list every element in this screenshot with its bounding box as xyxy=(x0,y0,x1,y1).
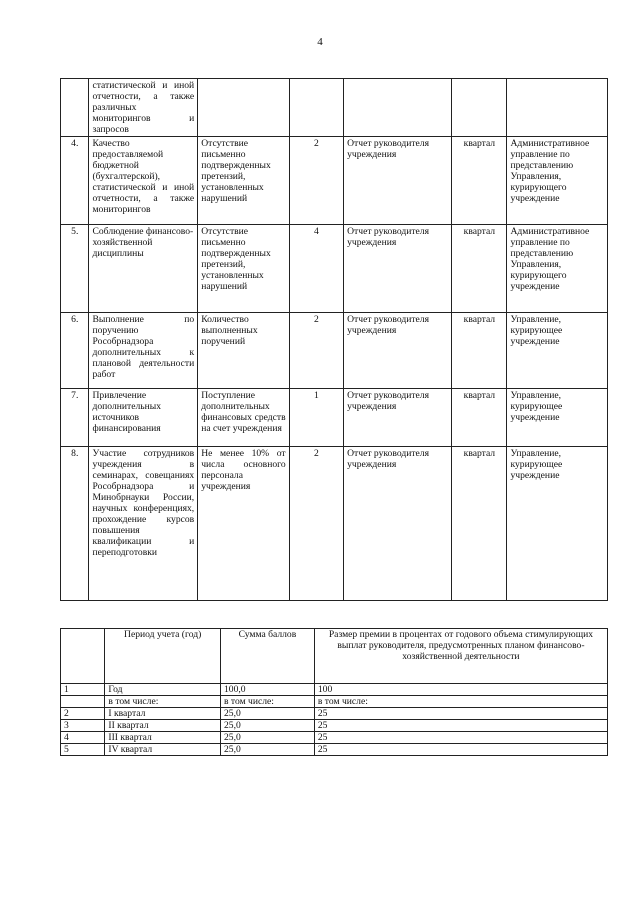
summary-header-num xyxy=(61,629,105,684)
summary-header-row xyxy=(61,629,608,684)
criteria-responsible-cell: Управление, курирующее учреждение xyxy=(507,447,608,601)
criteria-responsible-cell: Административное управление по представлению Управления, курирующего учреждение xyxy=(507,137,608,225)
criteria-criterion-cell: статистической и иной отчетности, а также различных мониторингов и запросов xyxy=(89,79,198,137)
criteria-source-cell: Отчет руководителя учреждения xyxy=(344,447,452,601)
summary-bonus-cell: 25 xyxy=(314,744,607,756)
criteria-period-cell xyxy=(452,79,507,137)
table-row xyxy=(61,313,608,389)
summary-period-cell: III квартал xyxy=(105,732,221,744)
criteria-criterion-cell: Участие сотрудников учреждения в семинарах, совещаниях Рособрнадзора и Минобрнауки России, научных конференциях, прохождение курсов повышения квалификации и переподготовки xyxy=(89,447,198,601)
summary-period-cell: IV квартал xyxy=(105,744,221,756)
criteria-indicator-cell xyxy=(198,79,289,137)
table-row xyxy=(61,137,608,225)
summary-header-points: Сумма баллов xyxy=(220,629,314,684)
table-row xyxy=(61,79,608,137)
summary-period-cell: I квартал xyxy=(105,708,221,720)
criteria-source-cell xyxy=(344,79,452,137)
criteria-responsible-cell: Управление, курирующее учреждение xyxy=(507,313,608,389)
summary-num-cell: 4 xyxy=(61,732,105,744)
summary-points-cell: 25,0 xyxy=(220,732,314,744)
criteria-indicator-cell: Поступление дополнительных финансовых средств на счет учреждения xyxy=(198,389,289,447)
criteria-points-cell: 2 xyxy=(289,313,344,389)
criteria-responsible-cell: Административное управление по представлению Управления, курирующего учреждение xyxy=(507,225,608,313)
criteria-points-cell: 4 xyxy=(289,225,344,313)
criteria-period-cell: квартал xyxy=(452,137,507,225)
criteria-points-cell: 2 xyxy=(289,137,344,225)
criteria-source-cell: Отчет руководителя учреждения xyxy=(344,137,452,225)
criteria-num-cell: 4. xyxy=(61,137,89,225)
summary-points-cell: 100,0 xyxy=(220,684,314,696)
criteria-source-cell: Отчет руководителя учреждения xyxy=(344,313,452,389)
summary-num-cell: 3 xyxy=(61,720,105,732)
criteria-indicator-cell: Отсутствие письменно подтвержденных претензий, установленных нарушений xyxy=(198,225,289,313)
criteria-source-cell: Отчет руководителя учреждения xyxy=(344,225,452,313)
summary-bonus-cell: 25 xyxy=(314,732,607,744)
criteria-source-cell: Отчет руководителя учреждения xyxy=(344,389,452,447)
criteria-points-cell xyxy=(289,79,344,137)
criteria-responsible-cell xyxy=(507,79,608,137)
criteria-period-cell: квартал xyxy=(452,389,507,447)
summary-period-cell: в том числе: xyxy=(105,696,221,708)
summary-table xyxy=(60,628,608,756)
criteria-num-cell: 5. xyxy=(61,225,89,313)
criteria-num-cell: 8. xyxy=(61,447,89,601)
criteria-criterion-cell: Соблюдение финансово-хозяйственной дисциплины xyxy=(89,225,198,313)
summary-period-cell: II квартал xyxy=(105,720,221,732)
summary-period-cell: Год xyxy=(105,684,221,696)
summary-points-cell: 25,0 xyxy=(220,744,314,756)
criteria-points-cell: 2 xyxy=(289,447,344,601)
summary-header-period: Период учета (год) xyxy=(105,629,221,684)
summary-bonus-cell: в том числе: xyxy=(314,696,607,708)
summary-header-bonus: Размер премии в процентах от годового объема стимулирующих выплат руководителя, предусмотренных планом финансово-хозяйственной деятельности xyxy=(314,629,607,684)
table-row xyxy=(61,447,608,601)
summary-points-cell: 25,0 xyxy=(220,708,314,720)
criteria-criterion-cell: Качество предоставляемой бюджетной (бухгалтерской), статистической и иной отчетности, а также мониторингов xyxy=(89,137,198,225)
criteria-criterion-cell: Привлечение дополнительных источников финансирования xyxy=(89,389,198,447)
table-row xyxy=(61,696,608,708)
criteria-num-cell xyxy=(61,79,89,137)
table-row xyxy=(61,389,608,447)
table-row xyxy=(61,708,608,720)
criteria-points-cell: 1 xyxy=(289,389,344,447)
table-row xyxy=(61,684,608,696)
summary-num-cell xyxy=(61,696,105,708)
summary-num-cell: 5 xyxy=(61,744,105,756)
table-row xyxy=(61,732,608,744)
criteria-indicator-cell: Не менее 10% от числа основного персонала учреждения xyxy=(198,447,289,601)
criteria-indicator-cell: Количество выполненных поручений xyxy=(198,313,289,389)
summary-num-cell: 2 xyxy=(61,708,105,720)
summary-points-cell: в том числе: xyxy=(220,696,314,708)
criteria-criterion-cell: Выполнение по поручению Рособрнадзора дополнительных к плановой деятельности работ xyxy=(89,313,198,389)
summary-bonus-cell: 25 xyxy=(314,708,607,720)
criteria-period-cell: квартал xyxy=(452,225,507,313)
table-row xyxy=(61,744,608,756)
criteria-num-cell: 7. xyxy=(61,389,89,447)
summary-points-cell: 25,0 xyxy=(220,720,314,732)
table-row xyxy=(61,225,608,313)
summary-bonus-cell: 100 xyxy=(314,684,607,696)
criteria-period-cell: квартал xyxy=(452,313,507,389)
page-number: 4 xyxy=(317,36,323,48)
criteria-responsible-cell: Управление, курирующее учреждение xyxy=(507,389,608,447)
table-row xyxy=(61,720,608,732)
summary-bonus-cell: 25 xyxy=(314,720,607,732)
criteria-indicator-cell: Отсутствие письменно подтвержденных претензий, установленных нарушений xyxy=(198,137,289,225)
criteria-period-cell: квартал xyxy=(452,447,507,601)
criteria-num-cell: 6. xyxy=(61,313,89,389)
summary-num-cell: 1 xyxy=(61,684,105,696)
criteria-table xyxy=(60,78,608,601)
